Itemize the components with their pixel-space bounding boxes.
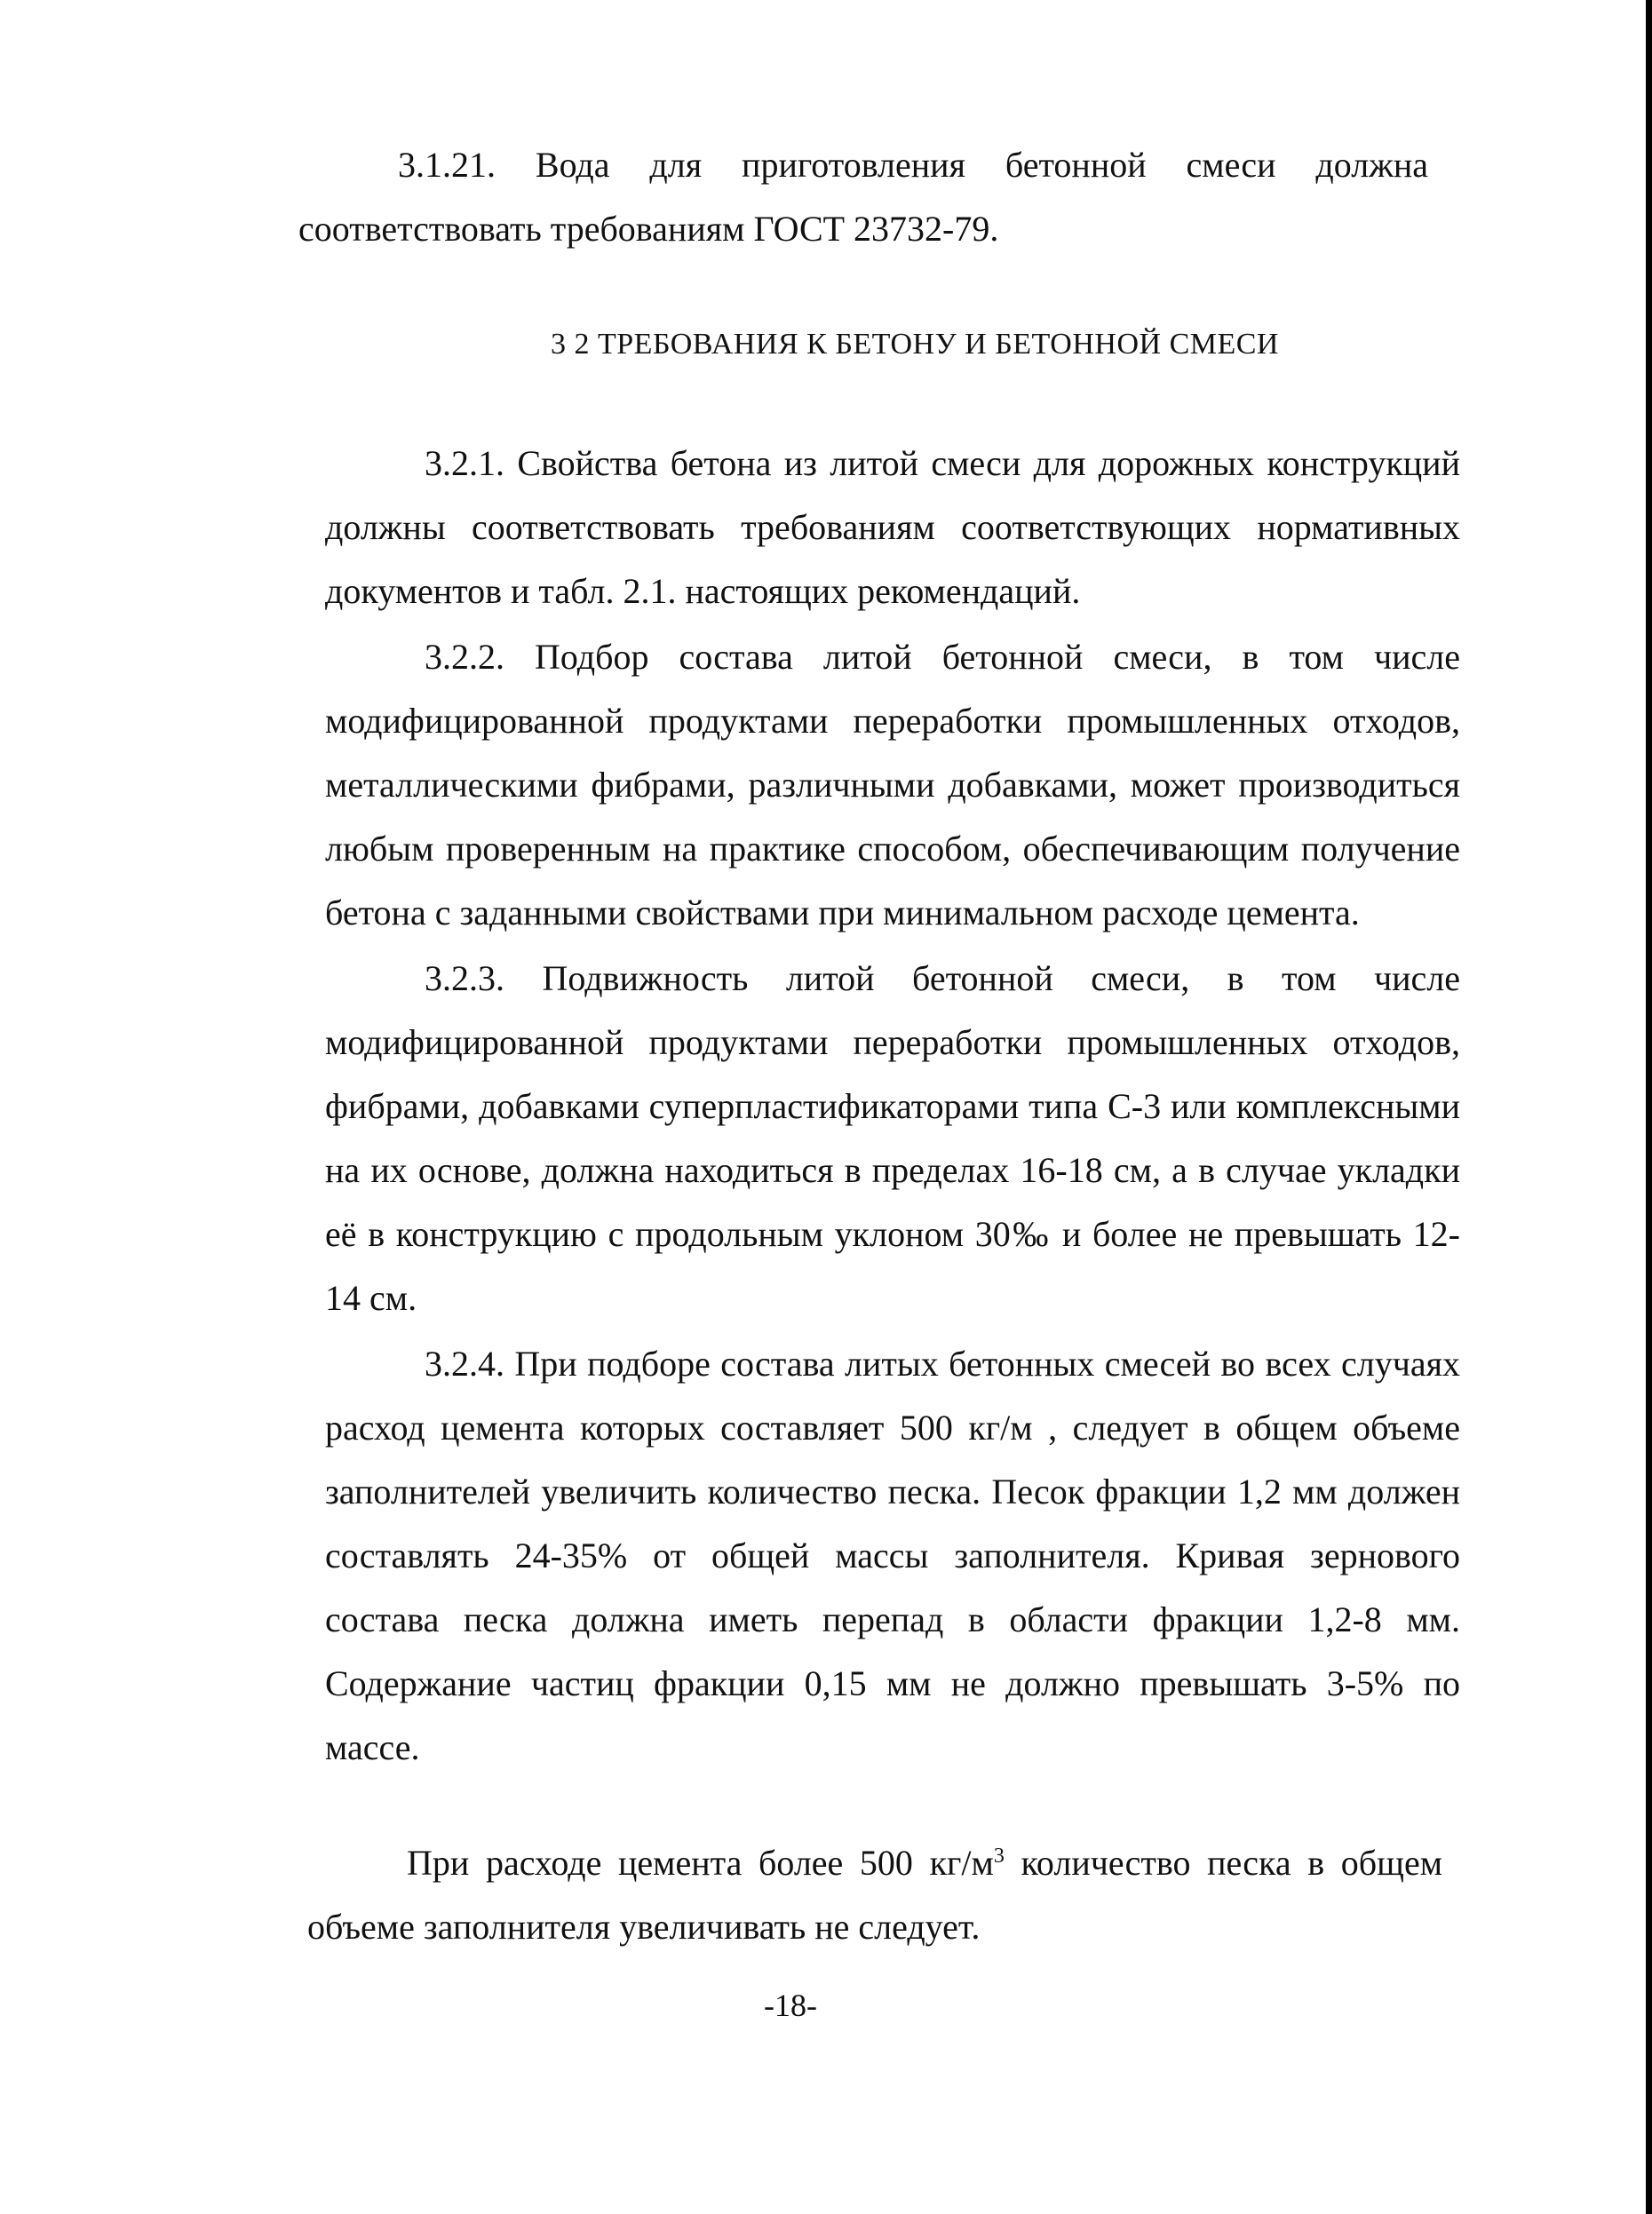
cubic-superscript: 3 (993, 1845, 1005, 1868)
closing-text-before-unit: При расходе цемента более 500 кг/м (407, 1843, 994, 1883)
scan-edge-border (1646, 0, 1652, 2214)
paragraph-3-1-21: 3.1.21. Вода для приготовления бетонной смеси должна соответствовать требованиям ГОСТ 23732-79. (298, 145, 1428, 249)
closing-paragraph (307, 1831, 1442, 1959)
closing-paragraph-block (307, 1831, 1442, 1959)
paragraph-3-2-2: 3.2.2. Подбор состава литой бетонной смеси, в том числе модифицированной продуктами переработки промышленных отходов, металлическими фибрами, различными добавками, может производиться любым проверенным на практике способом, обеспечивающим получение бетона с заданными свойствами при минимальном расходе цемента. (325, 637, 1460, 932)
paragraph-3-2-3: 3.2.3. Подвижность литой бетонной смеси, в том числе модифицированной продуктами переработки промышленных отходов, фибрами, добавками суперпластификаторами типа С-3 или комплексными на их основе, должна находиться в пределах 16-18 см, а в случае укладки её в конструкцию с продольным уклоном 30‰ и более не превышать 12-14 см. (325, 958, 1460, 1318)
paragraph-3-2-4: 3.2.4. При подборе состава литых бетонных смесей во всех случаях расход цемента которых составляет 500 кг/м , следует в общем объеме заполнителей увеличить количество песка. Песок фракции 1,2 мм должен составлять 24-35% от общей массы заполнителя. Кривая зернового состава песка должна иметь перепад в области фракции 1,2-8 мм. Содержание частиц фракции 0,15 мм не должно превышать 3-5% по массе. (325, 1344, 1460, 1767)
closing-text-after-unit: количество песка в общем объеме заполнителя увеличивать не следует. (307, 1843, 1443, 1947)
section-heading: 3 2 ТРЕБОВАНИЯ К БЕТОНУ И БЕТОННОЙ СМЕСИ (551, 328, 1279, 361)
intro-paragraph-block (298, 133, 1428, 261)
paragraph-3-2-1: 3.2.1. Свойства бетона из литой смеси для дорожных конструкций должны соответствовать требованиям соответствующих нормативных документов и табл. 2.1. настоящих рекомендаций. (325, 443, 1460, 611)
page-number: -18- (764, 1988, 817, 2023)
section-3-2-body (325, 432, 1460, 1780)
